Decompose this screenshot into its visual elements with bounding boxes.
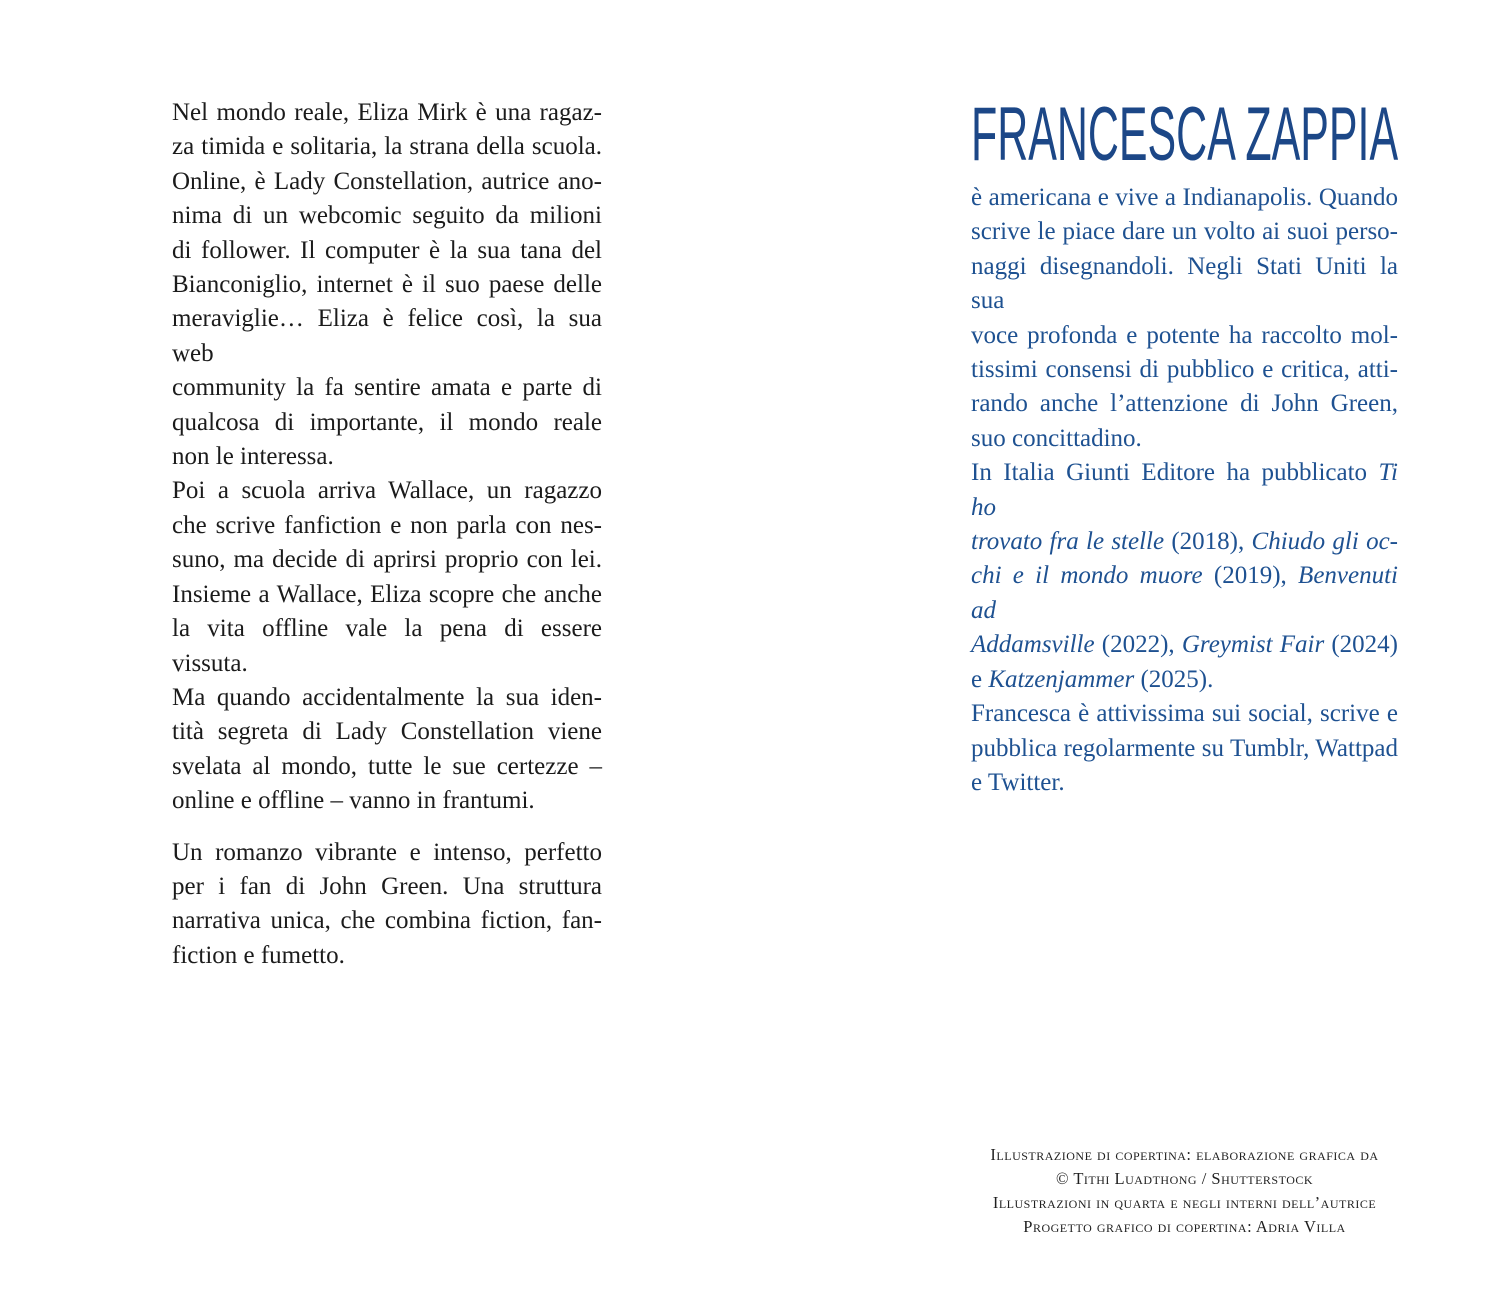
bio-text: è americana e vive a Indianapolis. Quando [971, 184, 1398, 211]
bio-line [971, 215, 1398, 249]
bio-text: In Italia Giunti Editore ha pubblicato [971, 459, 1379, 487]
bio-line [971, 697, 1398, 731]
bio-line [971, 628, 1398, 662]
book-title: Greymist Fair [1181, 631, 1325, 659]
synopsis-line: za timida e solitaria, la strana della scuola. [172, 133, 602, 161]
bio-text: rando anche l’attenzione di John Green, [971, 390, 1398, 418]
synopsis-paragraph [172, 836, 602, 974]
synopsis-line: svelata al mondo, tutte le sue certezze – [172, 752, 602, 780]
bio-text: (2022), [1094, 631, 1182, 659]
book-title: Chiudo gli oc- [1251, 528, 1399, 556]
synopsis-line: Online, è Lady Constellation, autrice ano- [172, 167, 602, 195]
bio-text: voce profonda e potente ha raccolto mol- [971, 321, 1398, 349]
right-flap [971, 92, 1399, 800]
book-title: Benvenuti ad [971, 562, 1398, 624]
bio-text: e [971, 665, 989, 693]
synopsis-line: Insieme a Wallace, Eliza scopre che anche [172, 580, 602, 608]
bio-line [971, 181, 1398, 215]
synopsis-line: fiction e fumetto. [172, 941, 345, 969]
book-title: Katzenjammer [988, 665, 1135, 693]
left-flap [172, 96, 602, 973]
synopsis-line: Ma quando accidentalmente la sua iden- [172, 683, 602, 711]
bio-text: pubblica regolarmente su Tumblr, Wattpad [971, 734, 1398, 762]
author-name-heading [971, 92, 1399, 177]
bio-line [971, 525, 1398, 559]
synopsis-paragraph [172, 96, 602, 474]
synopsis-line: di follower. Il computer è la sua tana del [172, 236, 602, 264]
bio-text: naggi disegnandoli. Negli Stati Uniti la sua [971, 252, 1398, 315]
credit-line: Progetto grafico di copertina: Adria Villa [1023, 1217, 1346, 1236]
bio-text: scrive le piace dare un volto ai suoi perso- [971, 218, 1398, 246]
book-title: chi e il mondo muore [971, 562, 1203, 590]
synopsis-line: tità segreta di Lady Constellation viene [172, 718, 602, 746]
synopsis-line: la vita offline vale la pena di essere vissuta. [172, 615, 602, 677]
synopsis-line: per i fan di John Green. Una struttura [172, 872, 602, 900]
synopsis-line: nima di un webcomic seguito da milioni [172, 202, 602, 230]
bio-text: tissimi consensi di pubblico e critica, atti- [971, 356, 1398, 384]
bio-text: e Twitter. [971, 768, 1065, 796]
bio-line [971, 663, 1398, 697]
synopsis-text [172, 96, 602, 973]
synopsis-line: Un romanzo vibrante e intenso, perfetto [172, 838, 602, 866]
synopsis-line: qualcosa di importante, il mondo reale [172, 408, 602, 436]
bio-line [971, 353, 1398, 387]
book-title: Addamsville [971, 631, 1095, 659]
synopsis-line: Bianconiglio, internet è il suo paese delle [172, 271, 602, 299]
credits-block [971, 1143, 1398, 1239]
author-bio [971, 181, 1398, 800]
synopsis-line: community la fa sentire amata e parte di [172, 374, 602, 402]
synopsis-line: meraviglie… Eliza è felice così, la sua web [172, 305, 602, 367]
synopsis-line: suno, ma decide di aprirsi proprio con lei. [172, 546, 602, 574]
bio-text: suo concittadino. [971, 424, 1142, 452]
synopsis-line: Nel mondo reale, Eliza Mirk è una ragaz- [172, 99, 602, 126]
bio-line [971, 456, 1398, 525]
bio-line [971, 387, 1398, 421]
bio-text: (2018), [1164, 528, 1252, 556]
bio-text: (2025). [1134, 665, 1214, 693]
bio-line [971, 319, 1398, 353]
credit-line: Illustrazione di copertina: elaborazione grafica da [990, 1145, 1379, 1164]
synopsis-line: non le interessa. [172, 443, 334, 471]
bio-line [971, 559, 1398, 628]
synopsis-line: narrativa unica, che combina fiction, fan- [172, 907, 602, 935]
synopsis-line: Poi a scuola arriva Wallace, un ragazzo [172, 477, 602, 505]
bio-text: (2024) [1324, 631, 1399, 659]
bio-line [971, 422, 1398, 456]
credit-line: © Tithi Luadthong / Shutterstock [1055, 1169, 1314, 1188]
synopsis-line: che scrive fanfiction e non parla con nes- [172, 511, 602, 539]
bio-text: Francesca è attivissima sui social, scrive e [971, 700, 1398, 728]
synopsis-line: online e offline – vanno in frantumi. [172, 787, 535, 815]
bio-line [971, 250, 1398, 319]
bio-line [971, 766, 1398, 800]
credit-line: Illustrazioni in quarta e negli interni dell’autrice [992, 1193, 1377, 1212]
book-title: Ti ho [971, 459, 1398, 521]
bio-line [971, 732, 1398, 766]
author-name: FRANCESCA ZAPPIA [971, 92, 1399, 177]
book-title: trovato fra le stelle [971, 528, 1165, 556]
bio-text: (2019), [1202, 562, 1299, 590]
synopsis-paragraph [172, 474, 602, 818]
